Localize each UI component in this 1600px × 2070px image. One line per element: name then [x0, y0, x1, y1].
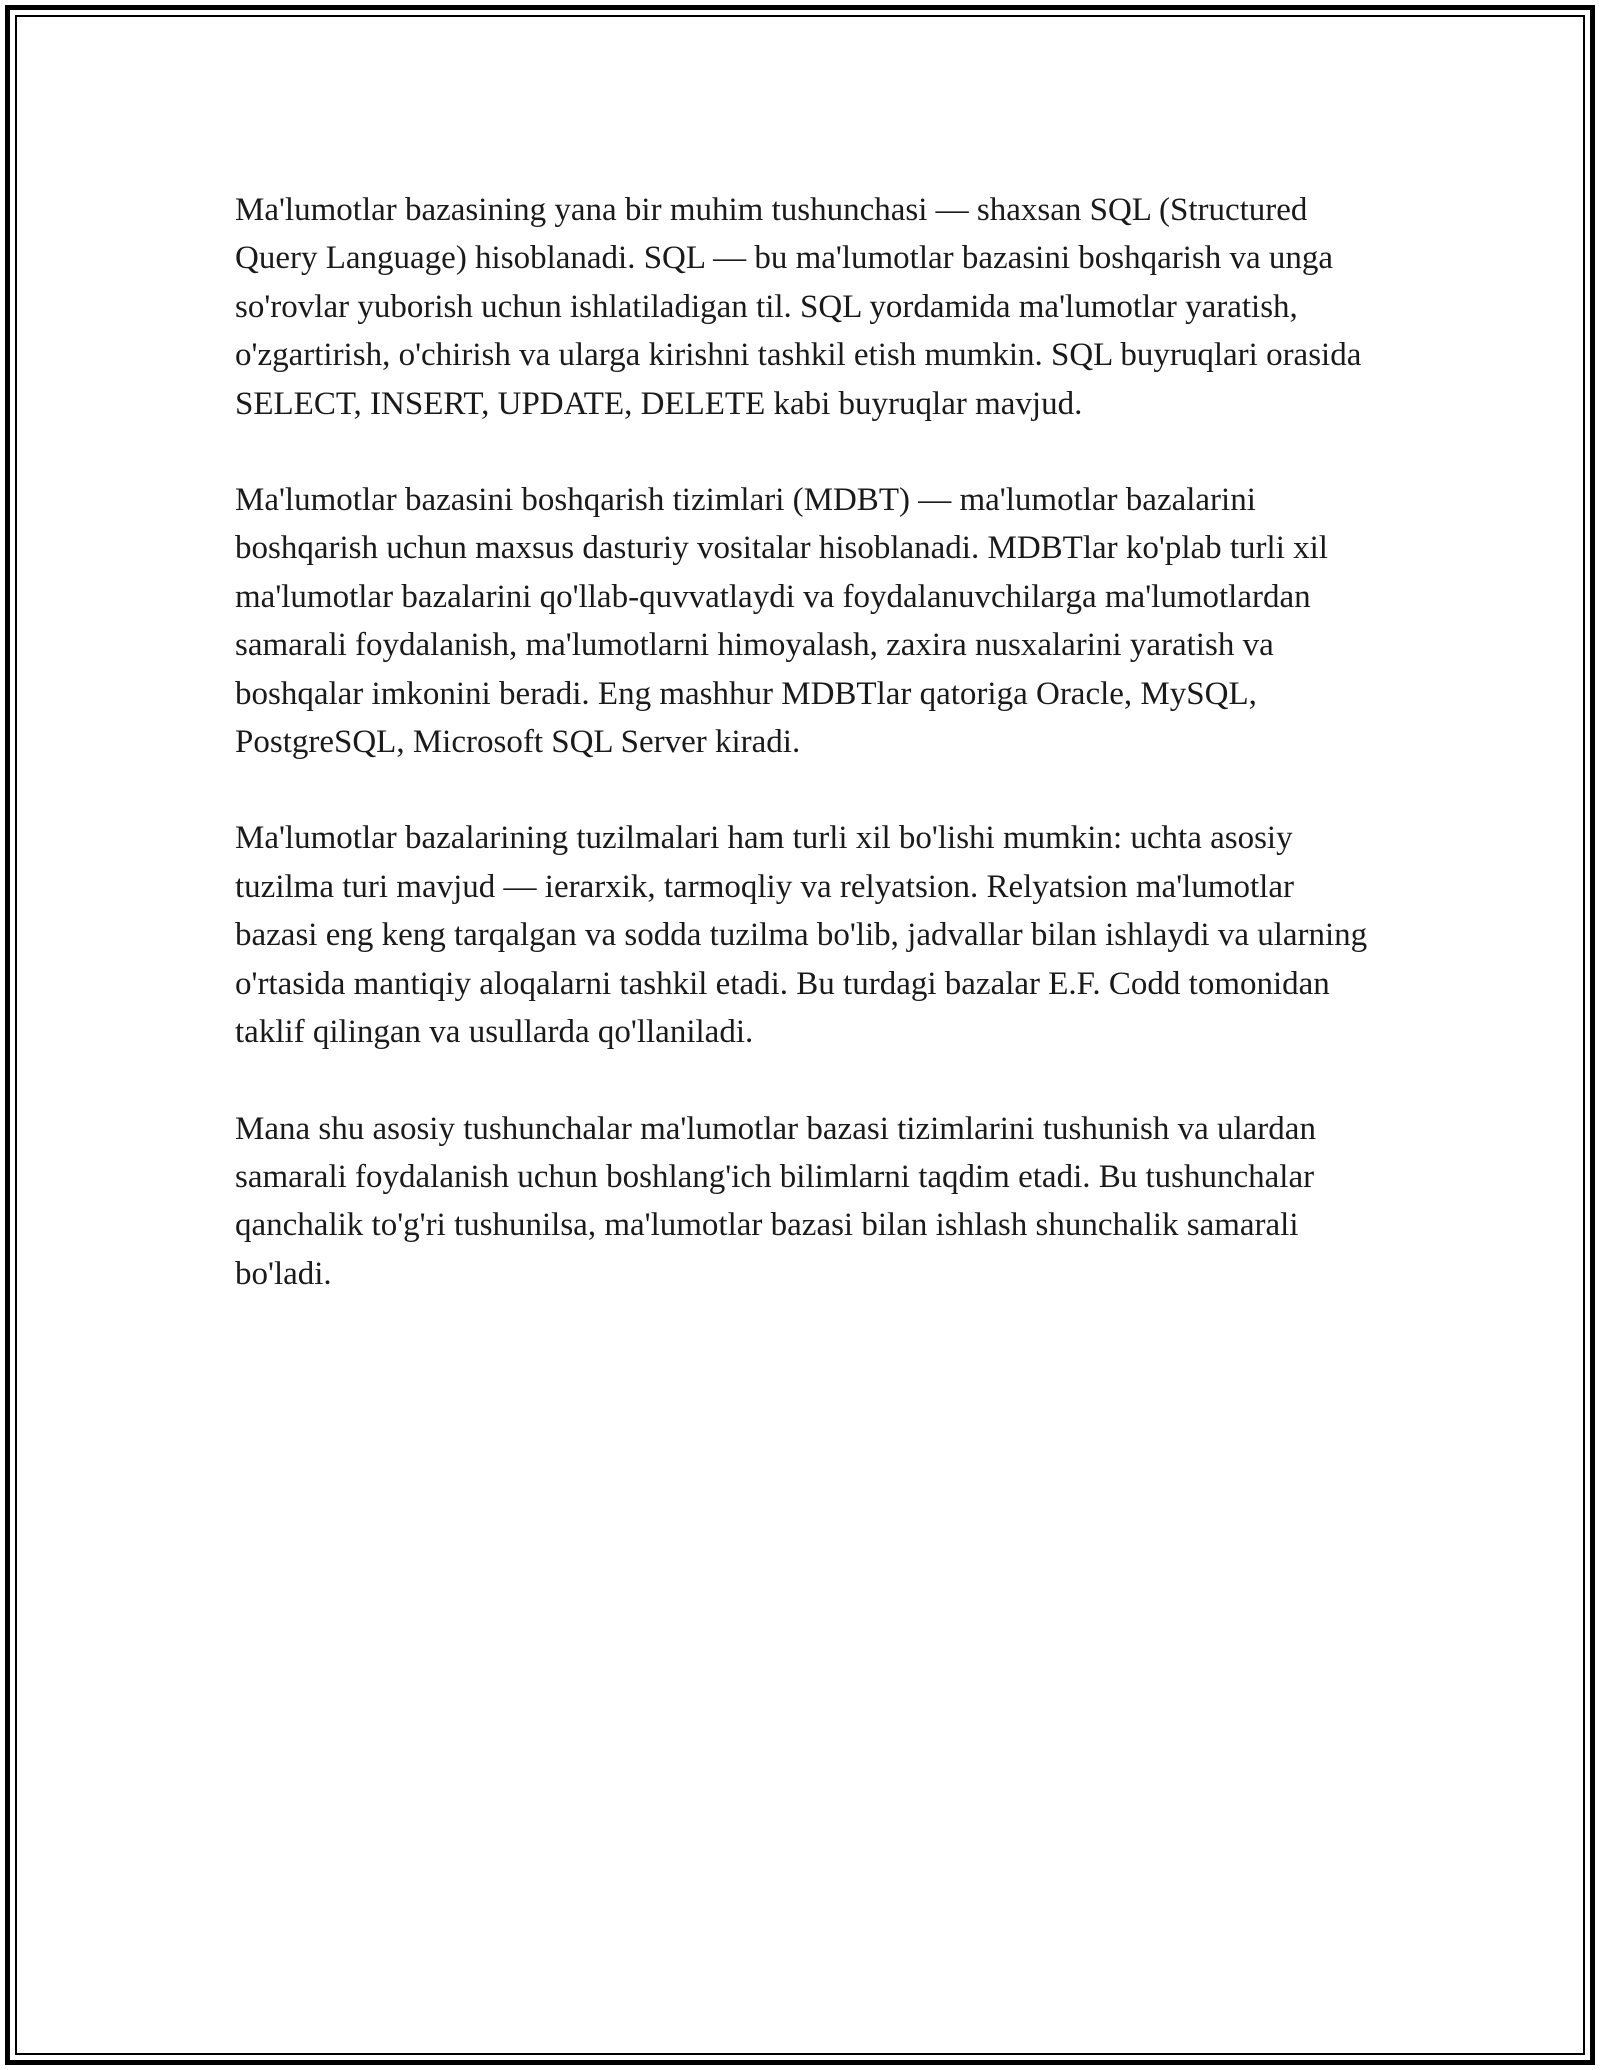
paragraph-sql: Ma'lumotlar bazasining yana bir muhim tushunchasi — shaxsan SQL (Structured Query Language) hisoblanadi. SQL — bu ma'lumotlar bazasini boshqarish va unga so'rovlar yuborish uchun ishlatiladigan til. SQL yordamida ma'lumotlar yaratish, o'zgartirish, o'chirish va ularga kirishni tashkil etish mumkin. SQL buyruqlari orasida SELECT, INSERT, UPDATE, DELETE kabi buyruqlar mavjud. — [235, 192, 1362, 422]
paragraph-conclusion: Mana shu asosiy tushunchalar ma'lumotlar bazasi tizimlarini tushunish va ulardan samarali foydalanish uchun boshlang'ich bilimlarni taqdim etadi. Bu tushunchalar qanchalik to'g'ri tushunilsa, ma'lumotlar bazasi bilan ishlash shunchalik samarali bo'ladi. — [235, 1110, 1316, 1292]
paragraph-structures: Ma'lumotlar bazalarining tuzilmalari ham turli xil bo'lishi mumkin: uchta asosiy tuzilma turi mavjud — ierarxik, tarmoqliy va relyatsion. Relyatsion ma'lumotlar bazasi eng keng tarqalgan va sodda tuzilma bo'lib, jadvallar bilan ishlaydi va ularning o'rtasida mantiqiy aloqalarni tashkil etadi. Bu turdagi bazalar E.F. Codd tomonidan taklif qilingan va usullarda qo'llaniladi. — [235, 820, 1368, 1051]
document-body — [235, 186, 1375, 1346]
paragraph-mdbt: Ma'lumotlar bazasini boshqarish tizimlari (MDBT) — ma'lumotlar bazalarini boshqarish uchun maxsus dasturiy vositalar hisoblanadi. MDBTlar ko'plab turli xil ma'lumotlar bazalarini qo'llab-quvvatlaydi va foydalanuvchilarga ma'lumotlardan samarali foydalanish, ma'lumotlarni himoyalash, zaxira nusxalarini yaratish va boshqalar imkonini beradi. Eng mashhur MDBTlar qatoriga Oracle, MySQL, PostgreSQL, Microsoft SQL Server kiradi. — [235, 482, 1328, 761]
